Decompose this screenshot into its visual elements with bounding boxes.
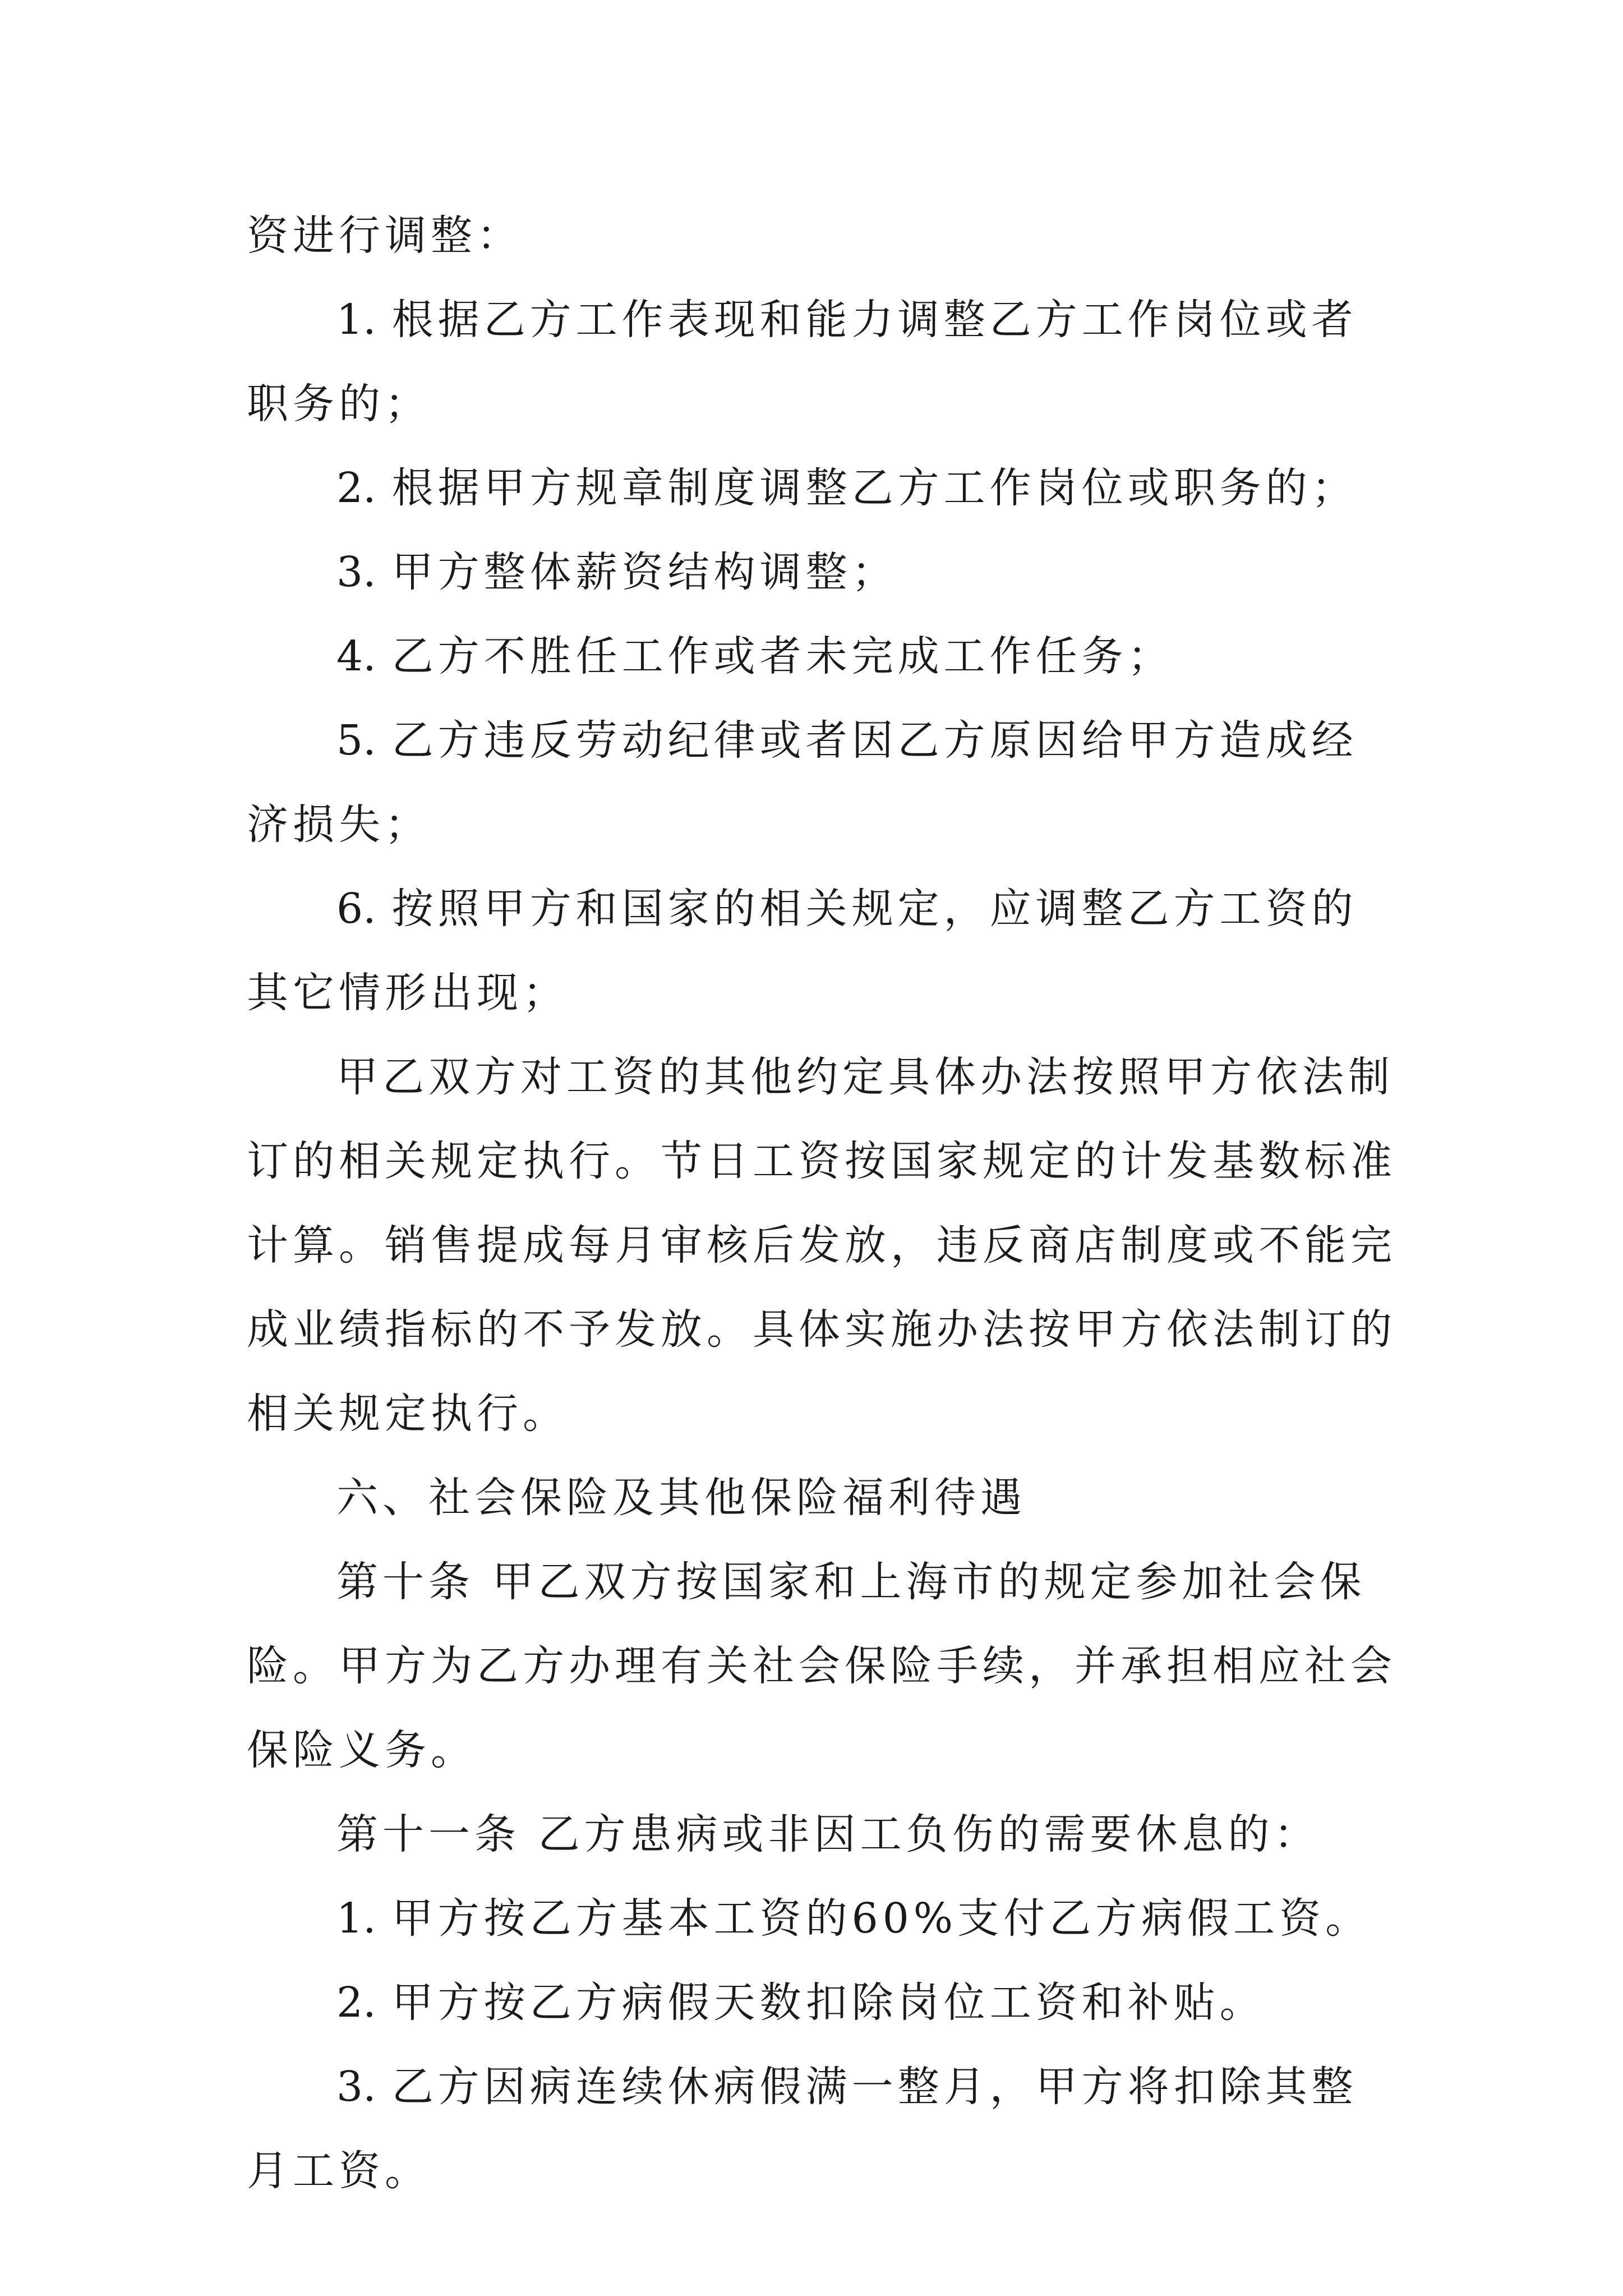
list-item-number: 3.	[336, 548, 376, 596]
list-item-text: 根据甲方规章制度调整乙方工作岗位或职务的；	[391, 464, 1358, 512]
article-paragraph	[247, 1792, 1402, 1876]
document-body	[247, 194, 1402, 2213]
list-item	[247, 2045, 1402, 2213]
list-item-text: 乙方不胜任工作或者未完成工作任务；	[391, 632, 1174, 680]
list-item-number: 3.	[336, 2063, 376, 2111]
list-item-number: 2.	[336, 1978, 376, 2027]
list-item	[247, 278, 1402, 446]
list-item-text: 甲方整体薪资结构调整；	[391, 548, 898, 596]
list-item-text: 乙方因病连续休病假满一整月，甲方将扣除其整月工资。	[247, 2063, 1358, 2195]
list-item-number: 2.	[336, 464, 376, 512]
list-item-number: 4.	[336, 632, 376, 680]
paragraph-text: 甲乙双方对工资的其他约定具体办法按照甲方依法制订的相关规定执行。节日工资按国家规定的计发基数标准计算。销售提成每月审核后发放，违反商店制度或不能完成业绩指标的不予发放。具体实施办法按甲方依法制订的相关规定执行。	[247, 1053, 1396, 1438]
list-item-number: 6.	[336, 885, 376, 933]
list-item	[247, 1961, 1402, 2045]
section-heading	[247, 1456, 1402, 1540]
list-item-text: 按照甲方和国家的相关规定，应调整乙方工资的其它情形出现；	[247, 885, 1358, 1017]
list-item	[247, 1876, 1402, 1961]
list-item-number: 1.	[336, 296, 376, 344]
list-item-text: 乙方违反劳动纪律或者因乙方原因给甲方造成经济损失；	[247, 716, 1358, 849]
article-paragraph	[247, 1540, 1402, 1792]
paragraph	[247, 1035, 1402, 1456]
paragraph	[247, 194, 1402, 278]
list-item-number: 5.	[336, 716, 376, 765]
list-item	[247, 446, 1402, 530]
article-text: 第十条 甲乙双方按国家和上海市的规定参加社会保险。甲方为乙方办理有关社会保险手续，并承担相应社会保险义务。	[247, 1558, 1396, 1774]
list-item-number: 1.	[336, 1894, 376, 1943]
list-item-text: 甲方按乙方基本工资的60%支付乙方病假工资。	[391, 1894, 1372, 1943]
list-item-text: 根据乙方工作表现和能力调整乙方工作岗位或者职务的；	[247, 296, 1358, 428]
article-text: 第十一条 乙方患病或非因工负伤的需要休息的：	[336, 1810, 1320, 1858]
list-item-text: 甲方按乙方病假天数扣除岗位工资和补贴。	[391, 1978, 1266, 2027]
list-item	[247, 614, 1402, 698]
list-item	[247, 867, 1402, 1035]
section-heading-text: 六、社会保险及其他保险福利待遇	[336, 1474, 1026, 1522]
list-item	[247, 698, 1402, 867]
paragraph-text: 资进行调整：	[247, 211, 523, 260]
list-item	[247, 530, 1402, 614]
